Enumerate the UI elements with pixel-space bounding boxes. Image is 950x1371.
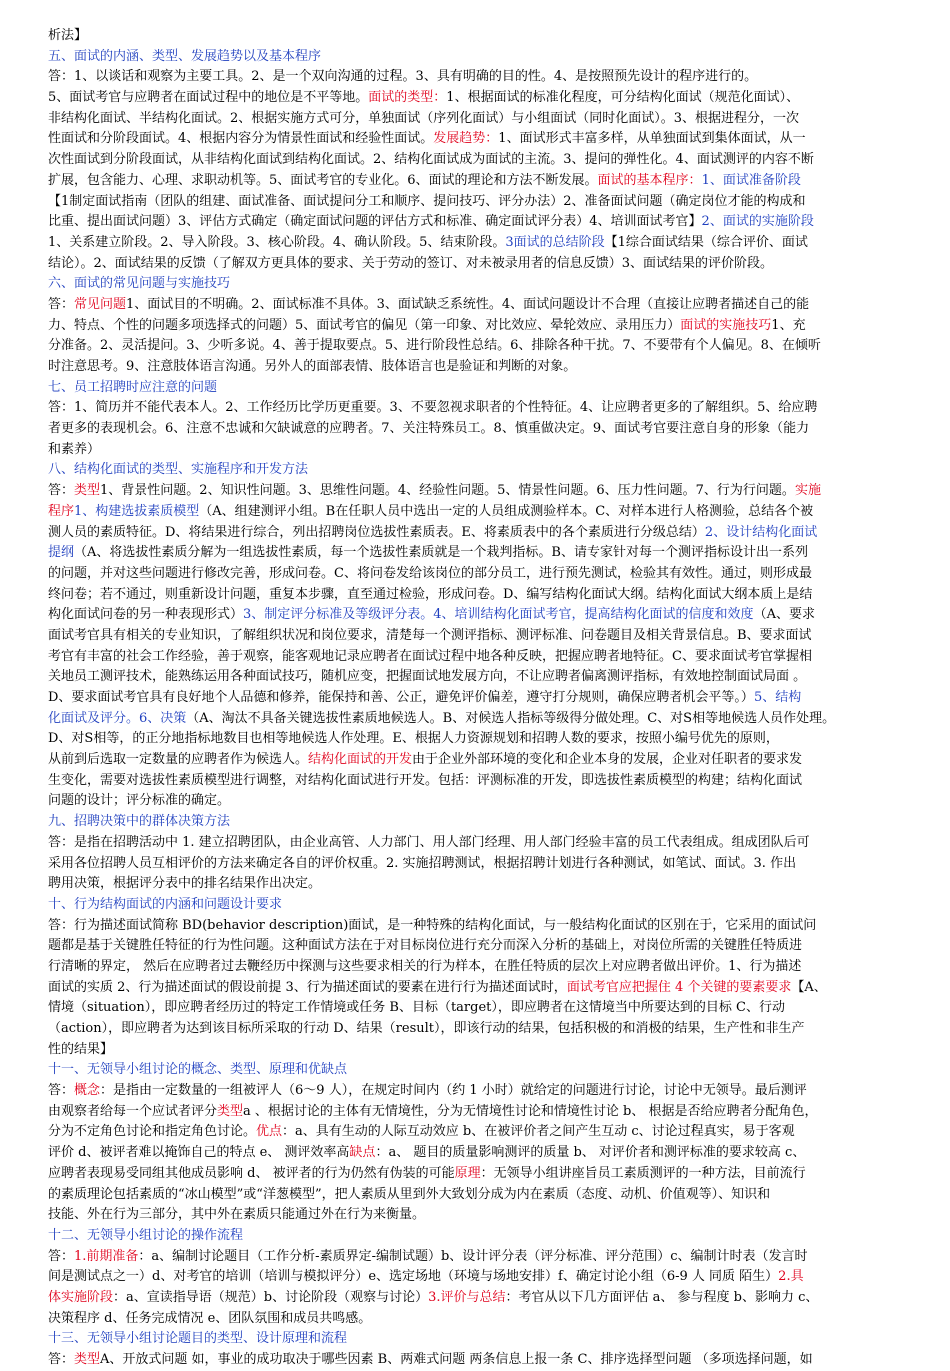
- text-line: [48, 150, 908, 171]
- highlight-label: 发展趋势：: [433, 131, 499, 147]
- body-text: 考官有丰富的社会工作经验，善于观察，能客观地记录应聘者在面试过程中地各种反映，把握应聘者地特征。C、要求面试考官掌握相: [48, 648, 812, 664]
- text-line: [48, 585, 908, 606]
- highlight-label: 3.评价与总结: [428, 1289, 506, 1305]
- body-text: ：a、具有生动的人际互动效应 b、在被评价者之间产生互动 c、讨论过程真实，易于客观: [282, 1124, 795, 1140]
- body-text: （A、要求: [753, 607, 815, 623]
- highlight-label: 结构化面试的开发: [308, 752, 413, 768]
- highlight-label: 类型: [74, 1352, 101, 1367]
- body-text: 测人员的素质特征。D、将结果进行综合，列出招聘岗位选拔性素质表。E、将素质表中的各个素质进行分级总结）: [48, 524, 705, 540]
- body-text: 次性面试到分阶段面试，从非结构化面试到结构化面试。2、结构化面试成为面试的主流。3、提问的弹性化。4、面试测评的内容不断: [48, 152, 814, 168]
- text-line: [48, 916, 908, 937]
- highlight-label: 优点: [256, 1124, 283, 1140]
- body-text: 性面试和分阶段面试。4、根据内容分为情景性面试和经验性面试。: [48, 131, 434, 147]
- body-text: 1、背景性问题。2、知识性问题。3、思维性问题。4、经验性问题。5、情景性问题。6、压力性问题。7、行为行问题。: [100, 483, 795, 499]
- text-line: [48, 874, 908, 895]
- body-text: （A、组建测评小组。B在任职人员中选出一定的人员组成测验样本。C、对样本进行人格测验，总结各个被: [199, 503, 814, 519]
- body-text: 情境（situation），即应聘者经历过的特定工作情境或任务 B、目标（target），即应聘者在这情境当中所要达到的目标 C、行动: [48, 1000, 785, 1016]
- step-label: 3、制定评分标准及等级评分表。4、培训结构化面试考官，提高结构化面试的信度和效度: [243, 607, 754, 623]
- body-text: 由观察者给每一个应试者评分: [48, 1103, 218, 1119]
- text-line: [48, 688, 908, 709]
- body-text: 面试考官具有相关的专业知识，了解组织状况和岗位要求，清楚每一个测评指标、测评标准、问卷题目及相关背景信息。B、要求面试: [48, 627, 812, 643]
- text-line: [48, 419, 908, 440]
- text-line: [48, 1267, 908, 1288]
- text-line: [48, 1164, 908, 1185]
- body-text: 1、面试形式丰富多样，从单独面试到集体面试，从一: [498, 131, 806, 147]
- section-heading: [48, 1060, 908, 1081]
- text-line: [48, 1102, 908, 1123]
- body-text: 间是测试点之一）d、对考官的培训（培训与模拟评分）e、选定场地（环境与场地安排）f、确定讨论小组（6-9 人 同质 陌生）: [48, 1269, 779, 1285]
- text-line: [48, 709, 908, 730]
- highlight-label: 原理: [454, 1165, 481, 1181]
- body-text: 决策程序 d、任务完成情况 e、团队氛围和成员共鸣感。: [48, 1310, 372, 1326]
- text-line: [48, 481, 908, 502]
- body-text: A、开放式问题 如，事业的成功取决于哪些因素 B、两难式问题 两条信息上报一条 C、排序选择型问题 （多项选择问题，如: [100, 1352, 813, 1367]
- body-text: 关地员工测评技术，能熟练运用各种面试技巧，随机应变，把握面试地发展方向，不让应聘者偏离测评指标，有效地控制面试局面 。: [48, 669, 807, 685]
- text-line: [48, 171, 908, 192]
- body-text: 答：: [48, 296, 75, 312]
- highlight-label: 类型: [74, 483, 101, 499]
- section-heading: [48, 1329, 908, 1350]
- body-text: 和素养）: [48, 441, 101, 457]
- heading-text: 八、结构化面试的类型、实施程序和开发方法: [48, 462, 309, 478]
- body-text: 结论）。2、面试结果的反馈（了解双方更具体的要求、关于劳动的签订、对未被录用者的信息反馈）3、面试结果的评价阶段。: [48, 255, 774, 271]
- text-line: [48, 791, 908, 812]
- text-line: [48, 998, 908, 1019]
- body-text: 采用各位招聘人员互相评价的方法来确定各自的评价权重。2. 实施招聘测试，根据招聘计划进行各种测试，如笔试、面试。3. 作出: [48, 855, 797, 871]
- highlight-label: 实施: [794, 483, 821, 499]
- body-text: 面试的实质 2、行为描述面试的假设前提 3、行为描述面试的要素在进行行为描述面试时，: [48, 979, 567, 995]
- highlight-label: 面试的类型：: [368, 90, 447, 106]
- text-line: [48, 1040, 908, 1061]
- text-line: [48, 523, 908, 544]
- highlight-label: 面试考官应把握住 4 个关键的要素要求: [566, 979, 792, 995]
- text-line: [48, 750, 908, 771]
- body-text: 题都是基于关键胜任特征的行为性问题。这种面试方法在于对目标岗位进行充分而深入分析的基础上，对岗位所需的关键胜任特质进: [48, 938, 803, 954]
- body-text: 【1制定面试指南（团队的组建、面试准备、面试提问分工和顺序、提问技巧、评分办法）2、准备面试问题（确定岗位才能的构成和: [48, 193, 806, 209]
- body-text: 扩展，包含能力、心理、求职动机等。5、面试考官的专业化。6、面试的理论和方法不断发展。: [48, 172, 598, 188]
- body-text: 答：1、以谈话和观察为主要工具。2、是一个双向沟通的过程。3、具有明确的目的性。4、是按照预先设计的程序进行的。: [48, 69, 758, 85]
- body-text: 分准备。2、灵活提问。3、少听多说。4、善于提取要点。5、进行阶段性总结。6、排除各种干扰。7、不要带有个人偏见。8、在倾听: [48, 338, 821, 354]
- body-text: 的问题，并对这些问题进行修改完善，形成问卷。C、将问卷发给该岗位的部分员工，进行预先测试，检验其有效性。通过，则形成最: [48, 565, 812, 581]
- text-line: [48, 1247, 908, 1268]
- body-text: 比重、提出面试问题）3、评估方式确定（确定面试问题的评估方式和标准、确定面试评分表）4、培训面试考官】: [48, 214, 702, 230]
- text-line: [48, 336, 908, 357]
- text-line: [48, 957, 908, 978]
- heading-text: 七、员工招聘时应注意的问题: [48, 379, 218, 395]
- text-line: [48, 729, 908, 750]
- text-line: [48, 936, 908, 957]
- body-text: 评价 d、被评者难以掩饰自己的特点 e、 测评效率高: [48, 1145, 350, 1161]
- text-line: [48, 854, 908, 875]
- text-line: [48, 564, 908, 585]
- step-label: 5、结构: [753, 690, 802, 705]
- heading-text: 九、招聘决策中的群体决策方法: [48, 814, 231, 830]
- text-line: [48, 67, 908, 88]
- text-line: [48, 26, 908, 47]
- highlight-label: 1.前期准备: [74, 1248, 139, 1264]
- body-text: ：a、宣读指导语（规范）b、讨论阶段（观察与讨论）: [113, 1289, 429, 1305]
- heading-text: 五、面试的内涵、类型、发展趋势以及基本程序: [48, 48, 322, 64]
- text-line: [48, 212, 908, 233]
- body-text: （A、淘汰不具备关键选拔性素质地候选人。B、对候选人指标等级得分做处理。C、对S相等地候选人员作处理。: [186, 710, 836, 726]
- text-line: [48, 1122, 908, 1143]
- heading-text: 十一、无领导小组讨论的概念、类型、原理和优缺点: [48, 1062, 348, 1078]
- body-text: （action），即应聘者为达到该目标所采取的行动 D、结果（result），即该行动的结果，包括积极的和消极的结果，生产性和非生产: [48, 1021, 805, 1036]
- text-line: [48, 771, 908, 792]
- step-label: 1、构建选拔素质模型: [74, 503, 200, 519]
- body-text: 行清晰的界定， 然后在应聘者过去鞭经历中探测与这些要求相关的行为样本，在胜任特质的层次上对应聘者做出评价。1、行为描述: [48, 958, 802, 974]
- body-text: 应聘者表现易受同组其他成员影响 d、 被评者的行为仍然有伪装的可能: [48, 1165, 455, 1181]
- body-text: 1、关系建立阶段。2、导入阶段。3、核心阶段。4、确认阶段。5、结束阶段。: [48, 234, 506, 250]
- text-line: [48, 978, 908, 999]
- step-label: 提纲: [48, 545, 75, 561]
- text-line: [48, 109, 908, 130]
- body-text: 答：1、简历并不能代表本人。2、工作经历比学历更重要。3、不要忽视求职者的个性特征。4、让应聘者更多的了解组织。5、给应聘: [48, 400, 818, 416]
- body-text: ：考官从以下几方面评估 a、 参与程度 b、影响力 c、: [505, 1289, 819, 1305]
- section-heading: [48, 378, 908, 399]
- body-text: ：a、编制讨论题目（工作分析-素质界定-编制试题）b、设计评分表（评分标准、评分范围）c、编制计时表（发言时: [138, 1248, 808, 1264]
- text-line: [48, 1350, 908, 1371]
- text-line: [48, 1288, 908, 1309]
- step-label: 3面试的总结阶段: [505, 234, 605, 250]
- body-text: 答：是指在招聘活动中 1. 建立招聘团队，由企业高管、人力部门、用人部门经理、用人部门经验丰富的员工代表组成。组成团队后可: [48, 834, 810, 850]
- body-text: 聘用决策，根据评分表中的排名结果作出决定。: [48, 876, 322, 892]
- highlight-label: 程序: [48, 503, 75, 519]
- body-text: 答：: [48, 1352, 75, 1367]
- section-heading: [48, 47, 908, 68]
- text-line: [48, 1309, 908, 1330]
- body-text: 从前到后选取一定数量的应聘者作为候选人。: [48, 752, 309, 768]
- body-text: 力、特点、个性的问题多项选择式的问题）5、面试考官的偏见（第一印象、对比效应、晕轮效应、录用压力）: [48, 317, 681, 333]
- body-text: 由于企业外部环境的变化和企业本身的发展，企业对任职者的要求发: [412, 752, 803, 768]
- text-line: [48, 1185, 908, 1206]
- text-line: [48, 1081, 908, 1102]
- body-text: D、要求面试考官具有良好地个人品德和修养，能保持和善、公正，避免评价偏差，遵守打分规则，确保应聘者机会平等。）: [48, 690, 754, 705]
- text-line: [48, 440, 908, 461]
- text-line: [48, 233, 908, 254]
- body-text: （A、将选拔性素质分解为一组选拔性素质，每一个选拔性素质就是一个栽判指标。B、请专家针对每一个测评指标设计出一系列: [74, 545, 808, 561]
- highlight-label: 2.具: [778, 1269, 804, 1285]
- text-line: [48, 192, 908, 213]
- body-text: 的素质理论包括素质的“冰山模型”或“洋葱模型”，把人素质从里到外大致划分成为内在素质（态度、动机、价值观等）、知识和: [48, 1186, 771, 1202]
- text-line: [48, 398, 908, 419]
- body-text: 【1综合面试结果（综合评价、面试: [604, 234, 808, 250]
- text-line: [48, 254, 908, 275]
- text-line: [48, 88, 908, 109]
- body-text: a 、根据讨论的主体有无情境性，分为无情境性讨论和情境性讨论 b、 根据是否给应聘者分配角色，: [243, 1103, 818, 1119]
- body-text: 答：: [48, 1248, 75, 1264]
- body-text: 1、面试目的不明确。2、面试标准不具体。3、面试缺乏系统性。4、面试问题设计不合理（直接让应聘者描述自己的能: [126, 296, 810, 312]
- highlight-label: 类型: [217, 1103, 244, 1119]
- text-line: [48, 1205, 908, 1226]
- body-text: 生变化，需要对选拔性素质模型进行调整，对结构化面试进行开发。包括：评测标准的开发，即选拔性素质模型的构建；结构化面试: [48, 772, 803, 788]
- step-label: 2、面试的实施阶段: [701, 214, 814, 230]
- highlight-label: 概念: [74, 1083, 101, 1099]
- text-line: [48, 357, 908, 378]
- body-text: 非结构化面试、半结构化面试。2、根据实施方式可分，单独面试（序列化面试）与小组面试（同时化面试）。3、根据进程分，一次: [48, 110, 800, 126]
- body-text: 构化面试问卷的另一种表现形式）: [48, 607, 244, 623]
- body-text: 答：行为描述面试简称 BD(behavior description)面试，是一种特殊的结构化面试，与一般结构化面试的区别在于，它采用的面试问: [48, 917, 817, 933]
- text-line: [48, 605, 908, 626]
- heading-text: 十、行为结构面试的内涵和问题设计要求: [48, 896, 283, 912]
- body-text: 1、充: [771, 317, 806, 333]
- text-line: [48, 316, 908, 337]
- text-line: [48, 667, 908, 688]
- body-text: 者更多的表现机会。6、注意不忠诚和欠缺诚意的应聘者。7、关注特殊员工。8、慎重做决定。9、面试考官要注意自身的形象（能力: [48, 421, 810, 437]
- body-text: 终问卷；若不通过，则重新设计问题，重复本步骤，直至通过检验，形成问卷。D、编写结构化面试大纲。结构化面试大纲本质上是结: [48, 586, 813, 602]
- section-heading: [48, 895, 908, 916]
- heading-text: 十二、无领导小组讨论的操作流程: [48, 1227, 244, 1243]
- body-text: 分为不定角色讨论和指定角色讨论。: [48, 1124, 257, 1140]
- body-text: ：a、 题目的质量影响测评的质量 b、 对评价者和测评标准的要求较高 c、: [375, 1145, 806, 1161]
- step-label: 化面试及评分。6、决策: [48, 710, 187, 726]
- body-text: 技能、外在行为三部分，其中外在素质只能通过外在行为来衡量。: [48, 1207, 426, 1223]
- heading-text: 六、面试的常见问题与实施技巧: [48, 276, 231, 292]
- text-line: [48, 129, 908, 150]
- body-text: 【A、: [791, 979, 827, 995]
- heading-text: 十三、无领导小组讨论题目的类型、设计原理和流程: [48, 1331, 348, 1347]
- section-heading: [48, 812, 908, 833]
- body-text: 5、面试考官与应聘者在面试过程中的地位是不平等地。: [48, 90, 369, 106]
- body-text: ：无领导小组讲座旨员工素质测评的一种方法，目前流行: [480, 1165, 806, 1181]
- text-line: [48, 295, 908, 316]
- body-text: 答：: [48, 1083, 75, 1099]
- step-label: 1、面试准备阶段: [701, 172, 801, 188]
- body-text: 1、根据面试的标准化程度，可分结构化面试（规范化面试）、: [446, 90, 800, 106]
- highlight-label: 面试的基本程序：: [597, 172, 702, 188]
- text-line: [48, 626, 908, 647]
- text-line: [48, 647, 908, 668]
- text-line: [48, 543, 908, 564]
- section-heading: [48, 460, 908, 481]
- text-line: [48, 833, 908, 854]
- body-text: 问题的设计；评分标准的确定。: [48, 793, 231, 809]
- body-text: D、对S相等，的正分地指标地数目也相等地候选人作处理。E、根据人力资源规划和招聘人数的要求，按照小编号优先的原则，: [48, 731, 779, 747]
- body-text: ：是指由一定数量的一组被评人（6～9 人），在规定时间内（约 1 小时）就给定的问题进行讨论，讨论中无领导。最后测评: [100, 1083, 807, 1099]
- highlight-label: 缺点: [349, 1145, 376, 1161]
- body-text: 性的结果】: [48, 1041, 114, 1057]
- step-label: 2、设计结构化面试: [704, 524, 818, 540]
- section-heading: [48, 274, 908, 295]
- text-line: [48, 502, 908, 523]
- highlight-label: 体实施阶段: [48, 1289, 114, 1305]
- body-text: 时注意思考。9、注意肢体语言沟通。另外人的面部表情、肢体语言也是验证和判断的对象。: [48, 359, 577, 374]
- section-heading: [48, 1226, 908, 1247]
- body-text: 析法】: [48, 28, 88, 43]
- highlight-label: 常见问题: [74, 296, 127, 312]
- body-text: 答：: [48, 483, 75, 499]
- text-line: [48, 1143, 908, 1164]
- text-line: [48, 1019, 908, 1040]
- highlight-label: 面试的实施技巧: [680, 317, 772, 333]
